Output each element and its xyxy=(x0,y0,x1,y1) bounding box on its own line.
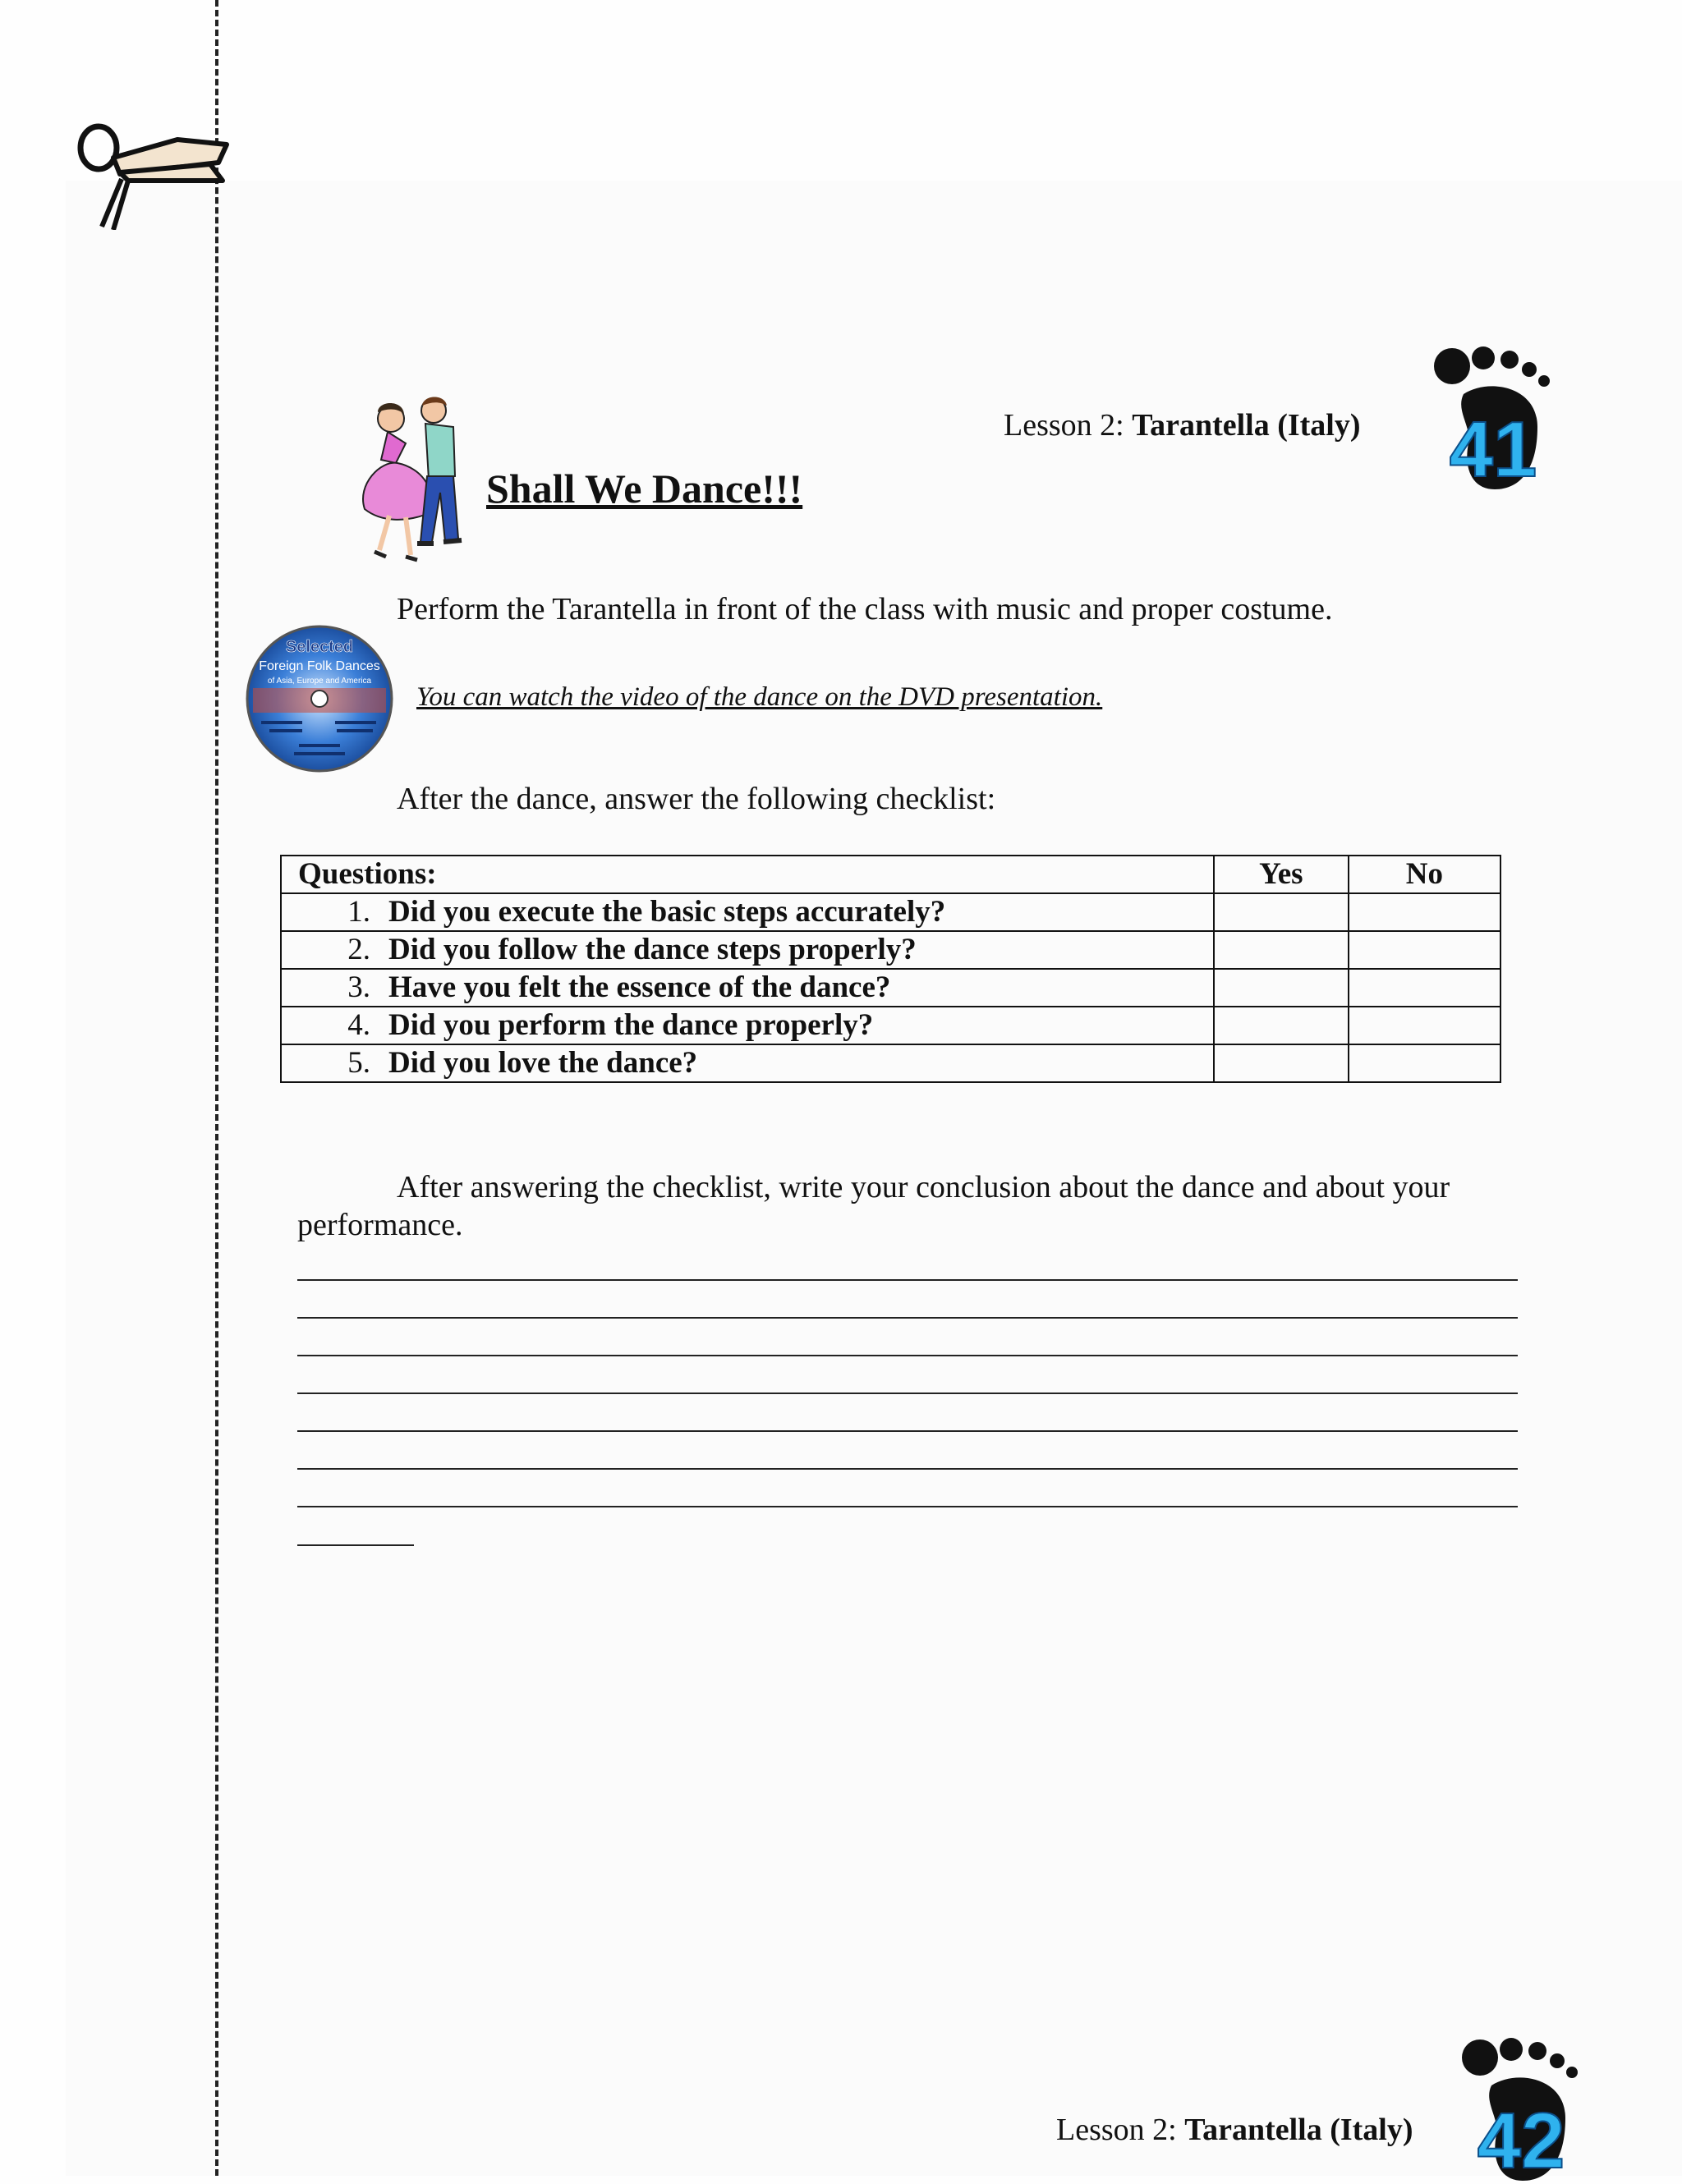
header-no: No xyxy=(1349,856,1500,893)
no-cell[interactable] xyxy=(1349,969,1500,1007)
table-row xyxy=(281,1007,1500,1044)
question-number: 2. xyxy=(347,933,370,966)
writing-line-short[interactable] xyxy=(297,1544,414,1546)
writing-line[interactable] xyxy=(297,1468,1518,1470)
lesson-prefix: Lesson 2: xyxy=(1004,408,1133,443)
conclusion-instruction-line1: After answering the checklist, write your conclusion about the dance and about your xyxy=(397,1170,1450,1204)
question-text: Did you love the dance? xyxy=(388,1046,698,1080)
table-row xyxy=(281,1044,1500,1082)
no-cell[interactable] xyxy=(1349,1007,1500,1044)
yes-cell[interactable] xyxy=(1214,969,1349,1007)
yes-cell[interactable] xyxy=(1214,893,1349,931)
table-row xyxy=(281,931,1500,969)
question-text: Have you felt the essence of the dance? xyxy=(388,970,891,1004)
lesson-header xyxy=(1004,407,1361,443)
footprint-icon xyxy=(1431,345,1562,493)
writing-line[interactable] xyxy=(297,1430,1518,1432)
writing-line[interactable] xyxy=(297,1317,1518,1319)
question-text: Did you perform the dance properly? xyxy=(388,1008,874,1042)
scissors-icon xyxy=(71,115,235,230)
question-number: 1. xyxy=(347,895,370,929)
question-number: 3. xyxy=(347,970,370,1004)
yes-cell[interactable] xyxy=(1214,1044,1349,1082)
checklist-table xyxy=(280,855,1501,1083)
footer-lesson-title: Tarantella (Italy) xyxy=(1184,2113,1413,2147)
writing-line[interactable] xyxy=(297,1355,1518,1356)
conclusion-writing-area[interactable] xyxy=(297,1279,1518,1544)
footer-lesson-prefix: Lesson 2: xyxy=(1056,2113,1185,2147)
dvd-cover-line3: of Asia, Europe and America xyxy=(267,677,372,686)
writing-line[interactable] xyxy=(297,1279,1518,1281)
table-row xyxy=(281,893,1500,931)
question-cell xyxy=(281,893,1214,931)
page-title: Shall We Dance!!! xyxy=(486,466,803,512)
question-number: 5. xyxy=(347,1046,370,1080)
question-text: Did you execute the basic steps accurately? xyxy=(388,895,946,929)
question-cell xyxy=(281,969,1214,1007)
table-header-row xyxy=(281,856,1500,893)
writing-line[interactable] xyxy=(297,1393,1518,1394)
table-row xyxy=(281,969,1500,1007)
no-cell[interactable] xyxy=(1349,893,1500,931)
question-cell xyxy=(281,1007,1214,1044)
no-cell[interactable] xyxy=(1349,931,1500,969)
lesson-title: Tarantella (Italy) xyxy=(1132,408,1361,443)
dvd-cover-line2: Foreign Folk Dances xyxy=(259,659,380,673)
question-text: Did you follow the dance steps properly? xyxy=(388,933,917,966)
dvd-note: You can watch the video of the dance on the DVD presentation. xyxy=(416,682,1103,712)
yes-cell[interactable] xyxy=(1214,1007,1349,1044)
footprint-icon xyxy=(1459,2036,1590,2184)
dancing-couple-clipart xyxy=(348,394,480,567)
cut-line xyxy=(215,0,218,2176)
page-number-42: 42 xyxy=(1477,2097,1565,2184)
dvd-cover-line1: Selected xyxy=(285,638,354,656)
header-questions: Questions: xyxy=(281,856,1214,893)
question-number: 4. xyxy=(347,1008,370,1042)
no-cell[interactable] xyxy=(1349,1044,1500,1082)
yes-cell[interactable] xyxy=(1214,931,1349,969)
header-yes: Yes xyxy=(1214,856,1349,893)
footer-lesson-header xyxy=(1056,2112,1413,2148)
instruction-text: Perform the Tarantella in front of the class with music and proper costume. xyxy=(397,592,1333,626)
question-cell xyxy=(281,1044,1214,1082)
checklist-intro: After the dance, answer the following checklist: xyxy=(397,782,996,816)
page-number-41: 41 xyxy=(1449,406,1537,493)
dvd-disc-icon xyxy=(245,624,394,773)
writing-line[interactable] xyxy=(297,1506,1518,1507)
conclusion-instruction-line2: performance. xyxy=(297,1208,463,1242)
question-cell xyxy=(281,931,1214,969)
